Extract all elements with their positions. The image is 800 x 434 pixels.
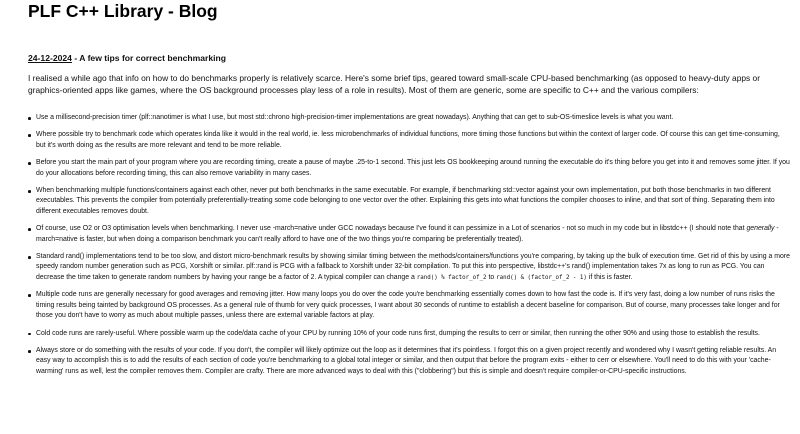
code-snippet-modulo: rand() % factor_of_2 — [416, 274, 487, 281]
tip-text-after: -march=native is faster, but when doing a comparison benchmark you can't really afford to have one of the two things you're comparing be preferentially treated). — [36, 225, 779, 243]
tip-item-pause: Before you start the main part of your program where you are recording timing, create a pause of maybe .25-to-1 second. This just lets OS bookkeeping around running the executable do it's thing before you get into it and removes some jitter. If you do your allocations before recording timing, this can also remove variability in many cases. — [28, 158, 790, 179]
tip-text-after: if this is faster. — [586, 273, 633, 281]
tip-item-rand — [28, 252, 790, 283]
post-date-link[interactable]: 24-12-2024 — [28, 53, 72, 63]
post-title-separator: - — [71, 53, 80, 63]
tip-text-before: Of course, use O2 or O3 optimisation levels when benchmarking. I never use -march=native under GCC nowadays because I've found it can pessimize in a Lot of scenarios - not so much in my code but in libstdc++ (I should note that — [36, 225, 747, 233]
tip-item-optimisation-levels — [28, 224, 790, 245]
post-title: A few tips for correct benchmarking — [79, 53, 227, 63]
tip-text-middle: to — [486, 273, 497, 281]
post-heading — [28, 52, 226, 64]
tip-item-cold-runs: Cold code runs are rarely-useful. Where possible warm up the code/data cache of your CPU by running 10% of your code runs first, dumping the results to cerr or similar, then running the other 90% and using those to establish the results. — [28, 329, 790, 339]
tip-item-real-world: Where possible try to benchmark code which operates kinda like it would in the real world, ie. less microbenchmarks of individual functions, more timing those functions but within the context of larger code. Of course this can get time-consuming, but it's worth doing as the results are more relevant and tend to be more reliable. — [28, 130, 790, 151]
tip-text-emphasis: generally — [746, 225, 775, 233]
tips-list — [28, 113, 790, 384]
code-snippet-bitmask: rand() & (factor_of_2 - 1) — [496, 274, 587, 281]
tip-text-before: Standard rand() implementations tend to be too slow, and distort micro-benchmark results by showing similar timing between the methods/containers/functions you're comparing, by taking up the bulk of execution time. Get rid of this by using a more speedy random number generation such as PCG, Xorshift or similar. plf::rand is PCG with a fallback to Xorshift under 32-bit compilation. To put this into perspective, libstdc++'s rand() implementation takes 7x as long to run as PCG. You can decrease the time taken to generate random numbers by having your range be a factor of 2. A typical compiler can change a — [36, 253, 790, 281]
tip-item-separate-executables: When benchmarking multiple functions/containers against each other, never put both benchmarks in the same executable. For example, if benchmarking std::vector against your own implementation, put both those benchmarks in two different executables. This prevents the compiler from potentially preferentially-treating some code belonging to one vector over the other. Explaining this gets into what functions the compiler chooses to inline, and that sort of thing. Separating them into different executables removes doubt. — [28, 186, 790, 217]
tip-item-store-results: Always store or do something with the results of your code. If you don't, the compiler will likely optimize out the loop as it determines that it's pointless. I forgot this on a given project recently and wondered why I wasn't getting reliable results. An easy way to accomplish this is to add the results of each section of code you're benchmarking to a global total integer or similar, and then output that before the program exits - either to cerr or elsewhere. You'll need to do this with your 'cache-warming' runs as well, lest the compiler removes them. Compiler are crafty. There are more advanced ways to deal with this ("clobbering") but this is simple and doesn't require compiler-or-CPU-specific instructions. — [28, 346, 790, 377]
site-title: PLF C++ Library - Blog — [28, 1, 218, 21]
post-intro: I realised a while ago that info on how to do benchmarks properly is relatively scarce. Here's some brief tips, geared toward small-scale CPU-based benchmarking (as opposed to heavy-duty apps or graphics-oriented apps like games, where the OS background processes play less of a role in results). Most of them are generic, some are specific to C++ and the various compilers: — [28, 73, 760, 95]
tip-item-multiple-runs: Multiple code runs are generally necessary for good averages and removing jitter. How many loops you do over the code you're benchmarking essentially comes down to how fast the code is. If it's very fast, doing a low number of runs risks the timing results being tainted by background OS processes. As a general rule of thumb for very quick processes, I want about 30 seconds of runtime to establish a decent baseline for comparison. But of course, many processes take longer and for those you don't have to worry as much about multiple passes, unless there are external variable factors at play. — [28, 290, 790, 321]
tip-item-timer: Use a millisecond-precision timer (plf::nanotimer is what I use, but most std::chrono high-precision-timer implementations are great nowadays). Anything that can get to sub-OS-timeslice levels is what you want. — [28, 113, 790, 123]
